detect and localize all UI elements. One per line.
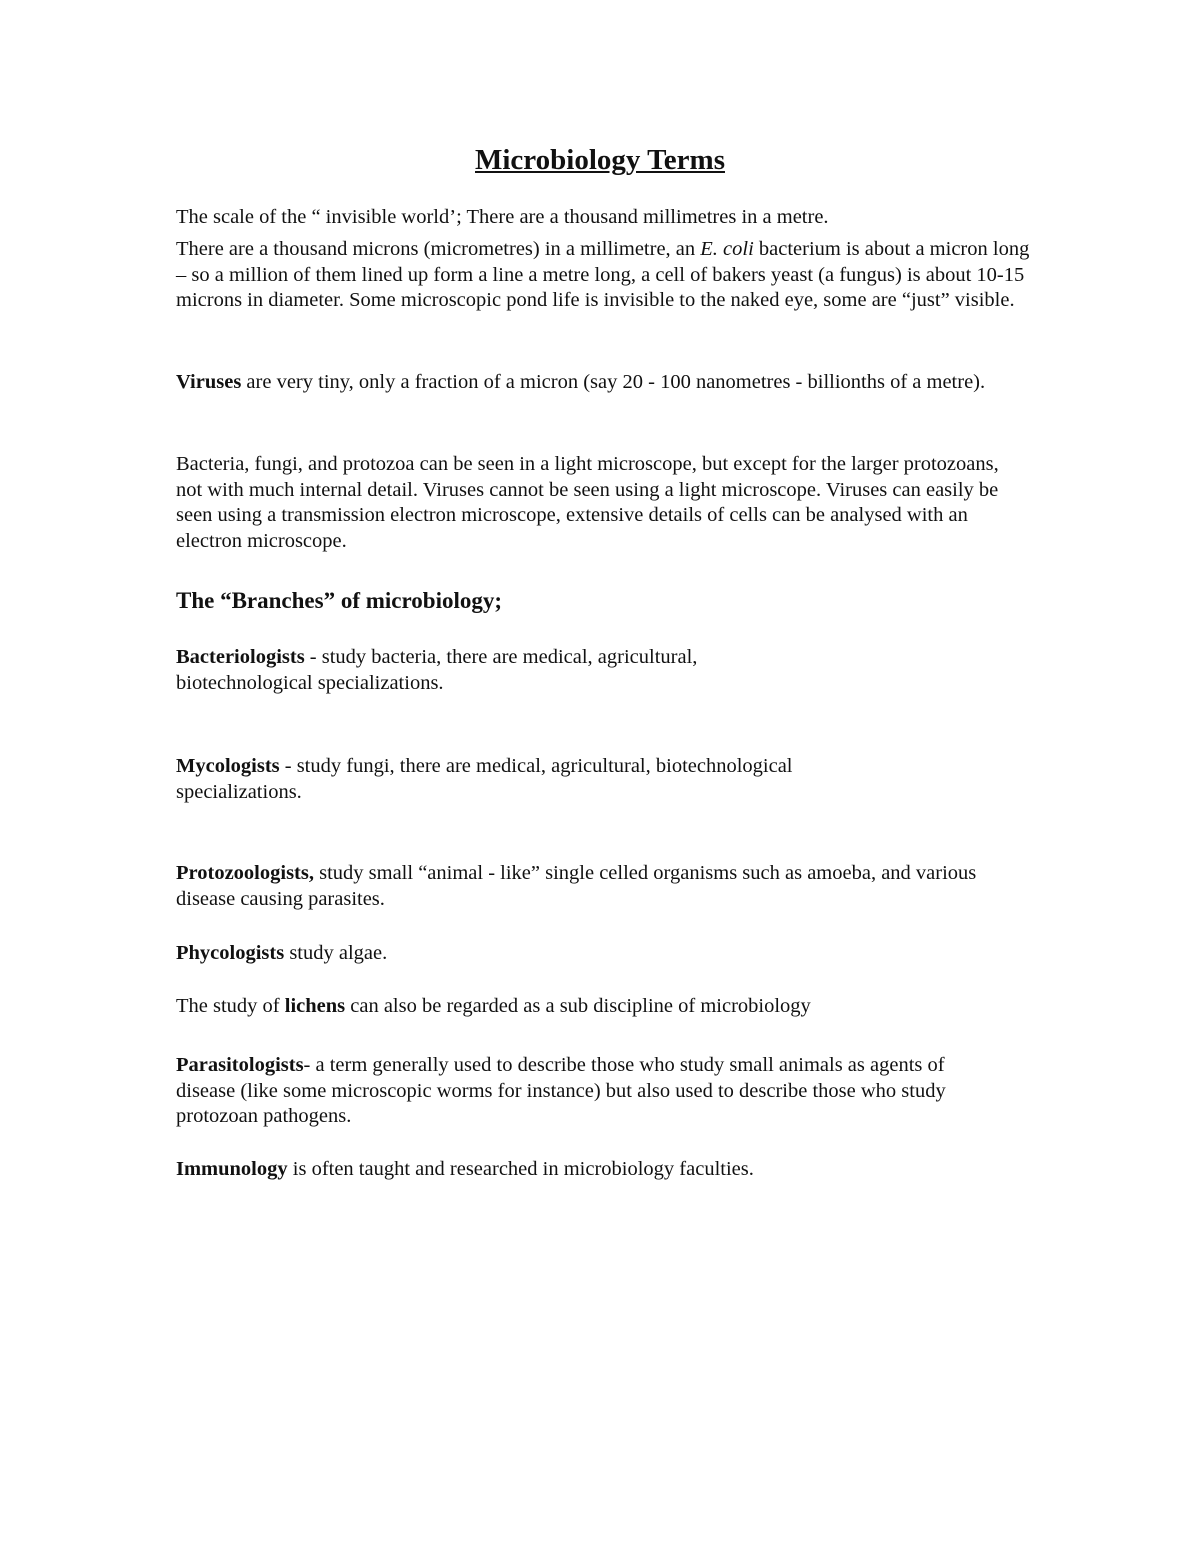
branch-phycologists	[176, 941, 1046, 967]
branch-mycologists	[176, 754, 906, 805]
branch-text: can also be regarded as a sub discipline of microbiology	[345, 995, 811, 1017]
intro-text-pre: There are a thousand microns (micrometres) in a millimetre, an	[176, 238, 701, 260]
document-title: Microbiology Terms	[475, 144, 725, 176]
viruses-term: Viruses	[176, 371, 242, 393]
branches-heading: The “Branches” of microbiology;	[176, 588, 503, 613]
intro-text-post: bacterium is about a micron long – so a million of them lined up form a line a metre long, a cell of bakers yeast (a fungus) is about 10-15 microns in diameter. Some microscopic pond life is invisible to the naked eye, some are “just” visible.	[176, 238, 1030, 311]
branch-text: - study fungi, there are medical, agricultural, biotechnological specializations.	[176, 755, 793, 803]
intro-line	[176, 205, 1046, 231]
branch-text: - a term generally used to describe those who study small animals as agents of disease (like some microscopic worms for instance) but also used to describe those who study protozoan pathogens.	[176, 1054, 946, 1127]
branch-text: is often taught and researched in microbiology faculties.	[287, 1158, 754, 1180]
branch-protozoologists	[176, 861, 996, 912]
microscopy-text: Bacteria, fungi, and protozoa can be seen in a light microscope, but except for the larger protozoans, not with much internal detail. Viruses cannot be seen using a light microscope. Viruses can easily be seen using a transmission electron microscope, extensive details of cells can be analysed with an electron microscope.	[176, 453, 999, 552]
branch-text: - study bacteria, there are medical, agricultural, biotechnological specializations.	[176, 646, 698, 694]
branch-term: Bacteriologists	[176, 646, 305, 668]
branch-term: Parasitologists	[176, 1054, 304, 1076]
branch-term: lichens	[284, 995, 346, 1017]
branch-term: Immunology	[176, 1158, 288, 1180]
branch-pre: The study of	[176, 995, 285, 1017]
branch-text: study algae.	[284, 942, 388, 964]
branch-parasitologists	[176, 1053, 976, 1130]
branch-term: Mycologists	[176, 755, 280, 777]
intro-paragraph	[176, 237, 1036, 314]
ecoli-term: E. coli	[700, 238, 754, 260]
branch-immunology	[176, 1157, 1046, 1183]
viruses-paragraph	[176, 370, 1036, 396]
viruses-text: are very tiny, only a fraction of a micron (say 20 - 100 nanometres - billionths of a metre).	[241, 371, 986, 393]
branch-bacteriologists	[176, 645, 796, 696]
branch-term: Protozoologists,	[176, 862, 314, 884]
intro-line-text: The scale of the “ invisible world’; There are a thousand millimetres in a metre.	[176, 206, 829, 228]
branch-text: study small “animal - like” single celled organisms such as amoeba, and various disease causing parasites.	[176, 862, 977, 910]
microscopy-paragraph	[176, 452, 1026, 554]
branch-lichens	[176, 994, 1046, 1020]
branch-term: Phycologists	[176, 942, 285, 964]
